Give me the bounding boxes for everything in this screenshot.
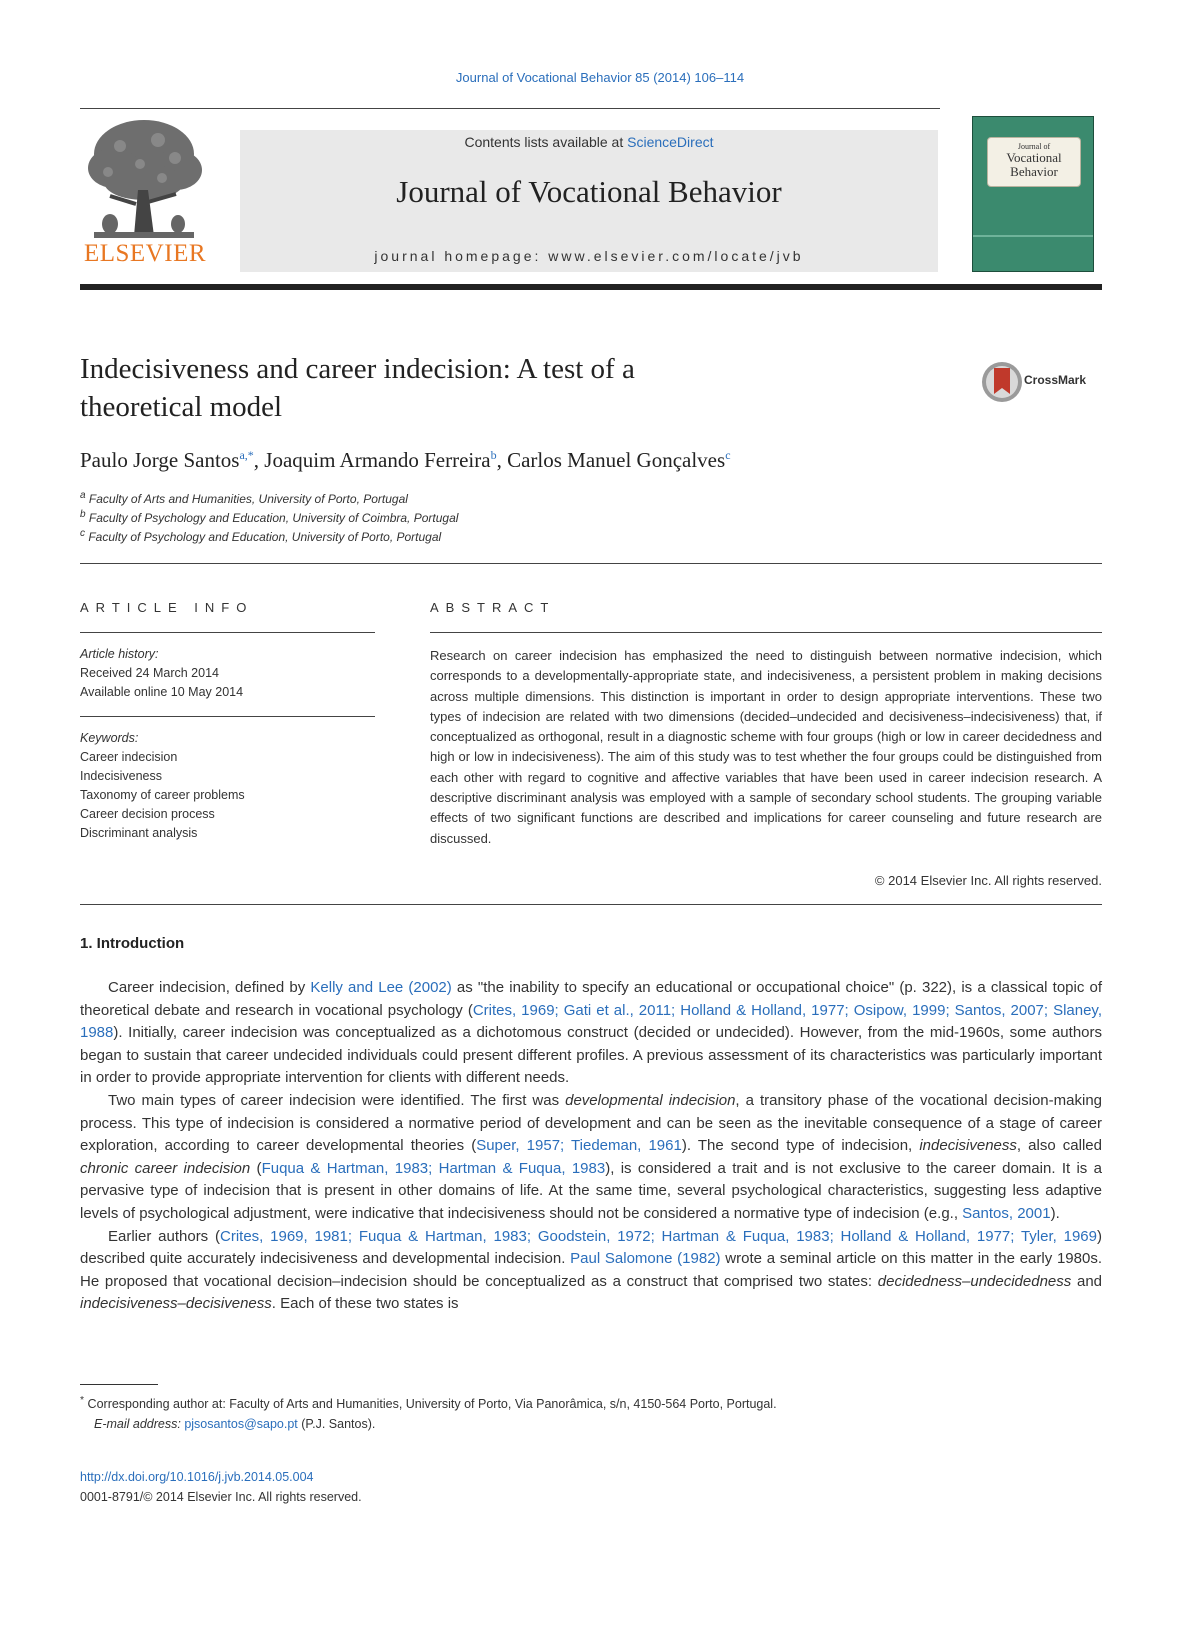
- homepage-url-link[interactable]: www.elsevier.com/locate/jvb: [548, 248, 804, 264]
- author-name[interactable]: Carlos Manuel Gonçalves: [507, 448, 726, 472]
- crossmark-icon: [980, 360, 1024, 404]
- keyword-item: Career indecision: [80, 750, 178, 764]
- abstract-heading: ABSTRACT: [430, 600, 556, 615]
- keywords-list: [80, 729, 375, 843]
- email-label: E-mail address:: [94, 1417, 181, 1432]
- paragraph-text: ). Initially, career indecision was conceptualized as a dichotomous construct (decided or undecided). However, from the mid-1960s, some authors began to sustain that career undecided individuals could present different profiles. A previous assessment of its characteristics was particularly important in order to provide appropriate intervention for clients with different needs.: [80, 1024, 1102, 1087]
- doi-link[interactable]: http://dx.doi.org/10.1016/j.jvb.2014.05.004: [80, 1470, 314, 1484]
- citation-link[interactable]: Fuqua & Hartman, 1983; Hartman & Fuqua, 1983: [261, 1159, 606, 1177]
- affiliation-c: [80, 528, 441, 544]
- author-affiliation-mark[interactable]: c: [725, 448, 731, 462]
- author-separator: ,: [253, 448, 265, 472]
- crossmark-label: CrossMark: [1024, 373, 1087, 387]
- citation-link[interactable]: Crites, 1969, 1981; Fuqua & Hartman, 1983; Goodstein, 1972; Hartman & Fuqua, 1983; Holland & Holland, 1977; Tyler, 1969: [220, 1227, 1097, 1245]
- emphasized-term: developmental indecision: [565, 1091, 736, 1109]
- history-label: Article history:: [80, 647, 159, 661]
- header-rule: [80, 108, 940, 109]
- keyword-item: Taxonomy of career problems: [80, 788, 245, 802]
- cover-title-line1: Vocational: [1006, 150, 1062, 165]
- citation-link[interactable]: Crites, 1969; Gati et al., 2011; Holland & Holland, 1977; Osipow, 1999; Santos, 2007; Slaney, 1988: [80, 1001, 1102, 1042]
- masthead-rule: [80, 284, 1102, 290]
- affiliation-b: [80, 509, 458, 525]
- keyword-item: Career decision process: [80, 807, 215, 821]
- paragraph-text: and: [1071, 1272, 1103, 1290]
- corresponding-author-footnote: [80, 1391, 1102, 1434]
- article-history: [80, 645, 375, 702]
- citation-link[interactable]: Kelly and Lee (2002): [310, 979, 452, 996]
- cover-small-text: Journal of: [1017, 142, 1051, 151]
- paragraph-text: . Each of these two states is: [271, 1295, 459, 1313]
- paragraph-text: Career indecision, defined by: [108, 979, 311, 996]
- title-block-rule: [80, 563, 1102, 564]
- affiliation-mark: b: [80, 509, 86, 520]
- paragraph-text: Earlier authors (: [108, 1227, 220, 1245]
- email-link[interactable]: pjsosantos@sapo.pt: [184, 1417, 298, 1432]
- author-affiliation-mark[interactable]: b: [490, 448, 497, 462]
- introduction-body: [80, 977, 1102, 1316]
- author-separator: ,: [496, 448, 508, 472]
- journal-reference-link[interactable]: Journal of Vocational Behavior 85 (2014) 106–114: [455, 70, 745, 85]
- paragraph-text: ) described quite accurately indecisiveness and developmental indecision.: [80, 1227, 1102, 1268]
- homepage-prefix: journal homepage:: [374, 248, 549, 264]
- paragraph-text: (: [250, 1159, 262, 1177]
- affiliation-mark: c: [80, 528, 85, 539]
- abstract-bottom-rule: [80, 904, 1102, 905]
- author-list: [80, 448, 731, 473]
- paragraph-text: ). The second type of indecision,: [681, 1137, 920, 1155]
- journal-masthead: [240, 130, 938, 272]
- paragraph-text: , a transitory phase of the vocational decision-making process. This type of indecision is considered a normative period of development and can be seen as the inevitable consequence of a stage of career exploration, according to career developmental theories (: [80, 1091, 1102, 1155]
- cover-label: [987, 137, 1081, 187]
- citation-link[interactable]: Super, 1957; Tiedeman, 1961: [476, 1137, 682, 1155]
- publisher-wordmark: ELSEVIER: [83, 240, 207, 267]
- keyword-item: Discriminant analysis: [80, 826, 198, 840]
- footnote-rule: [80, 1384, 158, 1385]
- cover-stripe: [973, 235, 1093, 237]
- paragraph-text: , also called: [1016, 1137, 1102, 1155]
- author-affiliation-mark[interactable]: a,*: [239, 448, 254, 462]
- affiliation-text: Faculty of Arts and Humanities, University of Porto, Portugal: [88, 492, 408, 506]
- journal-title: Journal of Vocational Behavior: [396, 174, 782, 209]
- keywords-rule: [80, 716, 375, 717]
- received-date: Received 24 March 2014: [80, 666, 219, 680]
- article-info-heading: ARTICLE INFO: [80, 600, 254, 615]
- emphasized-term: indecisiveness: [919, 1137, 1017, 1155]
- journal-cover-thumbnail[interactable]: [972, 116, 1094, 272]
- citation-link[interactable]: Santos, 2001: [962, 1204, 1051, 1222]
- paragraph-text: as "the inability to specify an educational or occupational choice" (p. 322), is a classical topic of theoretical debate and research in vocational psychology (: [80, 979, 1102, 1019]
- abstract-body: Research on career indecision has emphasized the need to distinguish between normative indecision, which corresponds to a developmentally-appropriate state, and indecisiveness, a persistent problem in making decisions across multiple dimensions. This distinction is important in order to design appropriate interventions. These two types of indecision are related with two dimensions (decided–undecided and decisiveness–indecisiveness) that, if conceptualized as orthogonal, result in a diagnostic scheme with four groups (high or low in career decidedness and high or low in indecisiveness). The aim of this study was to test whether the four groups could be distinguished from each other with regard to cognitive and affective variables that have been used in career indecision research. A descriptive discriminant analysis was employed with a sample of secondary school students. The grouping variable effects of two significant functions are described and implications for career counseling and future research are discussed.: [430, 648, 1102, 846]
- footnote-mark: *: [80, 1395, 85, 1406]
- paragraph-text: Two main types of career indecision were identified. The first was: [108, 1091, 566, 1109]
- affiliation-a: [80, 490, 408, 506]
- paragraph-text: ).: [1050, 1204, 1060, 1222]
- emphasized-term: indecisiveness–decisiveness: [80, 1295, 272, 1313]
- journal-homepage-line: [240, 248, 938, 264]
- footnote-text: Corresponding author at: Faculty of Arts and Humanities, University of Porto, Via Panorâmica, s/n, 4150-564 Porto, Portugal.: [87, 1397, 777, 1412]
- emphasized-term: decidedness–undecidedness: [877, 1272, 1072, 1290]
- email-suffix: (P.J. Santos).: [297, 1417, 376, 1432]
- issn-copyright-line: 0001-8791/© 2014 Elsevier Inc. All rights reserved.: [80, 1490, 362, 1504]
- introduction-paragraph-2: [80, 1090, 1102, 1226]
- online-date: Available online 10 May 2014: [80, 685, 244, 699]
- contents-prefix: Contents lists available at: [464, 134, 628, 150]
- crossmark-badge[interactable]: [980, 360, 1120, 404]
- sciencedirect-link[interactable]: ScienceDirect: [627, 134, 714, 150]
- author-name[interactable]: Paulo Jorge Santos: [80, 448, 240, 472]
- introduction-paragraph-1: [80, 977, 1102, 1090]
- section-heading-introduction: 1. Introduction: [80, 935, 185, 952]
- article-title-line1: Indecisiveness and career indecision: A test of a: [80, 353, 635, 385]
- keywords-label: Keywords:: [80, 731, 139, 745]
- paragraph-text: wrote a seminal article on this matter in the early 1980s. He proposed that vocational decision–indecision should be conceptualized as a construct that comprised two states:: [80, 1250, 1102, 1290]
- emphasized-term: chronic career indecision: [80, 1159, 251, 1177]
- article-title-line2: theoretical model: [80, 391, 283, 423]
- paragraph-text: ), is considered a trait and is not exclusive to the career domain. It is a pervasive type of indecision that is present in other domains of life. At the same time, several psychological characteristics, suggesting less adaptive levels of psychological adjustment, were indicative that indecisiveness should not be considered a normative type of indecision (e.g.,: [80, 1159, 1102, 1222]
- introduction-paragraph-3: [80, 1226, 1102, 1316]
- affiliation-mark: a: [80, 490, 86, 501]
- citation-link[interactable]: Paul Salomone (1982): [570, 1250, 721, 1268]
- affiliation-text: Faculty of Psychology and Education, University of Coimbra, Portugal: [88, 511, 459, 525]
- article-info-rule: [80, 632, 375, 633]
- author-name[interactable]: Joaquim Armando Ferreira: [264, 448, 491, 472]
- contents-line: [240, 134, 938, 150]
- article-title: [80, 350, 780, 426]
- affiliation-text: Faculty of Psychology and Education, University of Porto, Portugal: [88, 530, 442, 544]
- cover-title-line2: Behavior: [1010, 164, 1058, 179]
- keyword-item: Indecisiveness: [80, 769, 162, 783]
- abstract-copyright: © 2014 Elsevier Inc. All rights reserved.: [874, 873, 1102, 888]
- elsevier-logo[interactable]: [80, 112, 210, 272]
- abstract-rule: [430, 632, 1102, 633]
